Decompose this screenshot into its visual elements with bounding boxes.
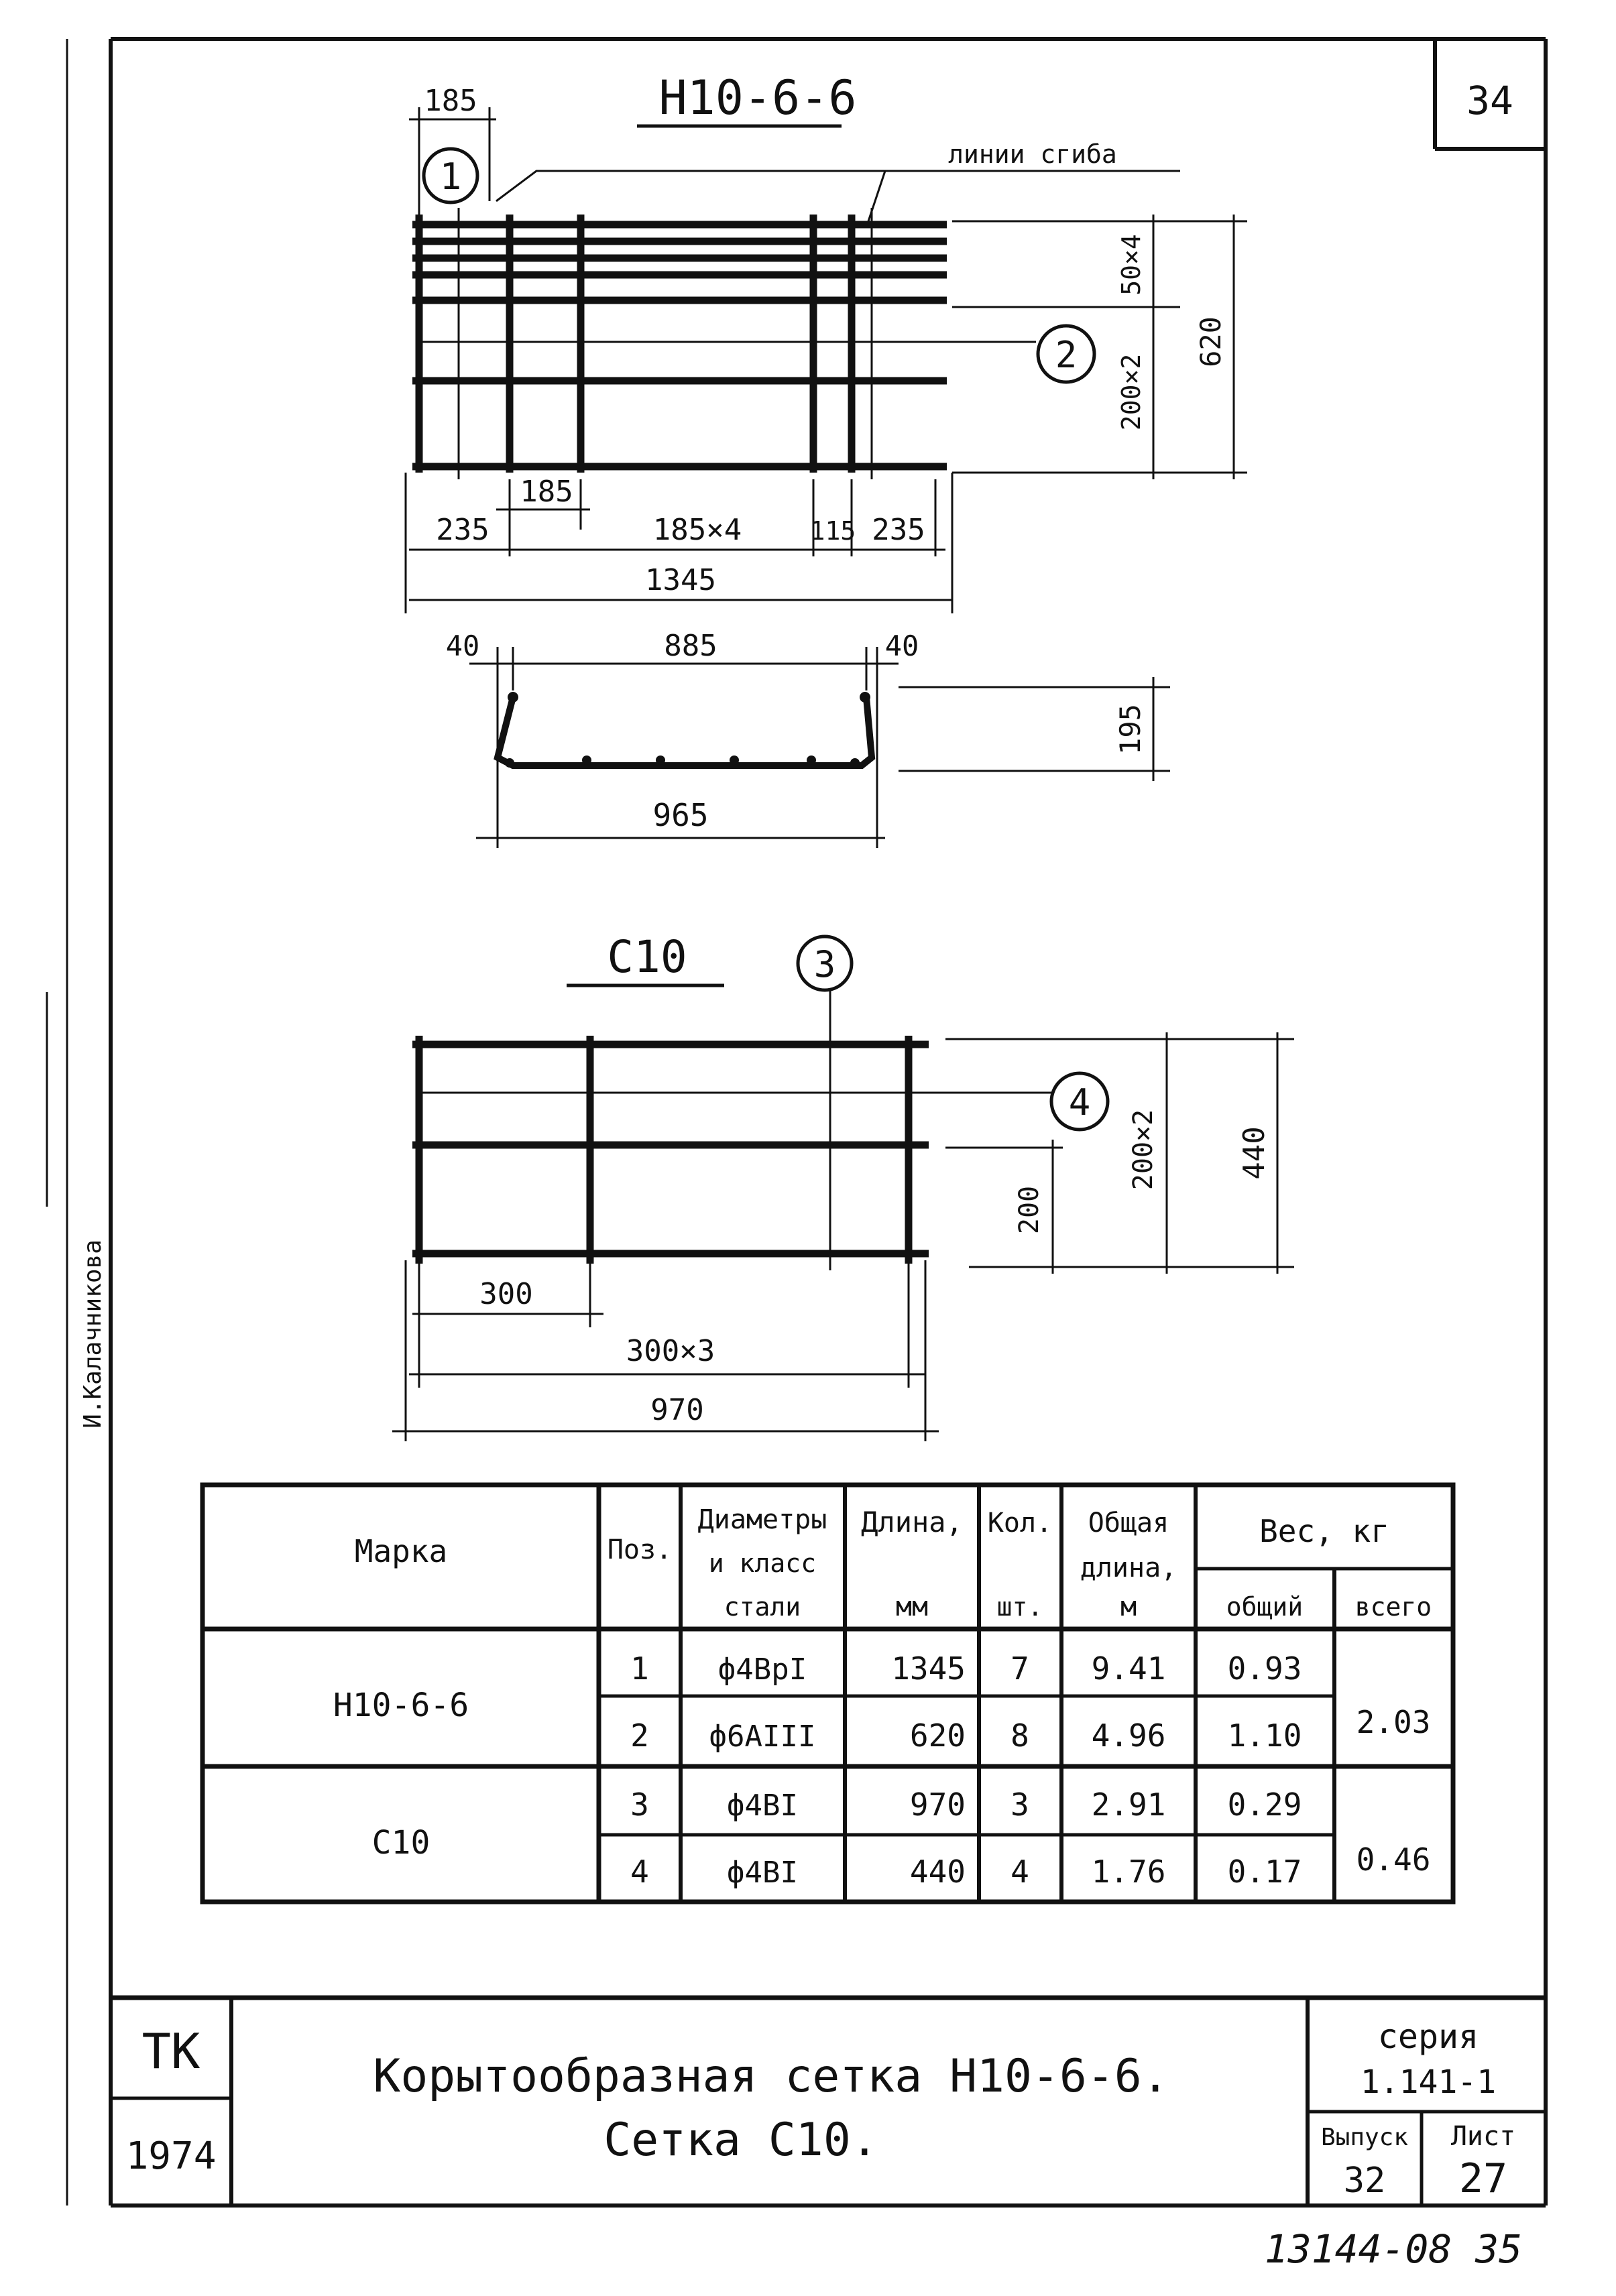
cell-tlen: 1.76 [1091, 1854, 1166, 1890]
th-diameter-3: стали [724, 1592, 801, 1622]
series-label: серия [1377, 2017, 1479, 2056]
dim-h-235-left: 235 [436, 513, 489, 547]
cell-weight: 0.17 [1227, 1854, 1302, 1890]
title-block-year: 1974 [125, 2134, 217, 2178]
callout-1: 1 [439, 156, 462, 198]
dim-h-top-185: 185 [424, 84, 477, 118]
dim-section-40-right: 40 [884, 629, 919, 662]
th-length-1: Длина, [861, 1506, 963, 1538]
dim-h-620: 620 [1194, 316, 1227, 367]
th-mark: Марка [354, 1533, 448, 1569]
cell-pos: 3 [630, 1787, 649, 1823]
drawing-h-title: Н10-6-6 [658, 70, 857, 125]
dim-c-300: 300 [479, 1277, 533, 1311]
cell-pos: 1 [630, 1650, 649, 1687]
dim-c-970: 970 [650, 1393, 704, 1427]
mesh-h-plan [412, 208, 1036, 479]
cell-weight: 0.93 [1227, 1650, 1302, 1687]
cell-total-c10: 0.46 [1356, 1841, 1431, 1878]
cell-len: 620 [909, 1717, 966, 1754]
drawing-title-line2: Сетка С10. [603, 2114, 878, 2167]
cell-tlen: 9.41 [1091, 1650, 1166, 1687]
th-weight-each: общий [1226, 1592, 1304, 1622]
cell-qty: 8 [1011, 1717, 1029, 1754]
dim-h-185-b: 185 [520, 475, 573, 509]
cell-dia: ф4ВрI [717, 1652, 807, 1687]
dim-c-300x3: 300×3 [626, 1334, 715, 1368]
dim-section [469, 647, 1170, 848]
issue-value: 32 [1343, 2161, 1386, 2201]
cell-pos: 4 [630, 1854, 649, 1890]
dim-h-total-1345: 1345 [645, 563, 716, 597]
cell-qty: 4 [1011, 1854, 1029, 1890]
cell-dia: ф4ВI [727, 1789, 798, 1823]
th-weight-all: всего [1354, 1592, 1432, 1622]
issue-label: Выпуск [1320, 2124, 1409, 2151]
table-row [630, 1787, 1302, 1823]
dim-h-185x4: 185×4 [652, 513, 742, 547]
dim-section-195: 195 [1114, 704, 1147, 755]
th-diameter-2: и класс [708, 1549, 817, 1578]
title-block-org: ТК [141, 2023, 200, 2079]
bend-line-label: линии сгиба [948, 139, 1117, 169]
cell-total-h10: 2.03 [1356, 1704, 1431, 1740]
cell-qty: 3 [1011, 1787, 1029, 1823]
callout-3: 3 [813, 943, 836, 985]
sheet-label: Лист [1450, 2121, 1516, 2152]
mesh-h-section [498, 697, 872, 766]
callout-2: 2 [1055, 334, 1078, 376]
cell-len: 1345 [891, 1650, 966, 1687]
side-stamp: И.Калачникова [79, 1240, 107, 1429]
sheet-corner-number: 34 [1466, 78, 1513, 123]
cell-mark-c10: С10 [371, 1824, 430, 1862]
dim-h-115: 115 [809, 516, 856, 546]
bottom-note: 13144-08 35 [1264, 2226, 1522, 2272]
th-qty-2: шт. [996, 1592, 1043, 1622]
cell-qty: 7 [1011, 1650, 1029, 1687]
cell-dia: ф4ВI [727, 1856, 798, 1890]
cell-tlen: 2.91 [1091, 1787, 1166, 1823]
series-value: 1.141-1 [1360, 2063, 1497, 2101]
cell-tlen: 4.96 [1091, 1717, 1166, 1754]
dim-h-200x2: 200×2 [1116, 353, 1146, 431]
cell-pos: 2 [630, 1717, 649, 1754]
dim-section-965: 965 [652, 797, 709, 833]
th-pos: Поз. [607, 1534, 673, 1565]
dim-section-40-left: 40 [445, 629, 480, 662]
table-row [630, 1717, 1302, 1754]
dim-c-440: 440 [1237, 1126, 1271, 1180]
th-weight: Вес, кг [1259, 1513, 1389, 1549]
section-bars [505, 692, 870, 768]
drawing-title-line1: Корытообразная сетка Н10-6-6. [373, 2050, 1169, 2103]
cell-weight: 0.29 [1227, 1787, 1302, 1823]
th-total-2: длина, [1080, 1553, 1177, 1583]
cell-len: 970 [909, 1787, 966, 1823]
cell-len: 440 [909, 1854, 966, 1890]
sheet-value: 27 [1458, 2155, 1508, 2202]
table-row [630, 1854, 1302, 1890]
th-total-1: Общая [1088, 1508, 1169, 1538]
bend-leader-lines [496, 171, 1180, 221]
cell-weight: 1.10 [1227, 1717, 1302, 1754]
th-qty-1: Кол. [987, 1508, 1053, 1538]
mesh-c-plan [412, 991, 1051, 1270]
dim-h-50x4: 50×4 [1116, 234, 1146, 296]
table-row [630, 1650, 1302, 1687]
th-diameter-1: Диаметры [697, 1504, 827, 1535]
th-length-2: мм [895, 1591, 929, 1622]
cell-dia: ф6АIII [709, 1719, 816, 1754]
drawing-c-title: С10 [607, 931, 687, 983]
dim-c-200x2: 200×2 [1128, 1109, 1159, 1191]
th-total-3: м [1120, 1591, 1137, 1622]
dim-h-235-right: 235 [872, 513, 925, 547]
callout-4: 4 [1068, 1081, 1091, 1124]
dim-c-200: 200 [1014, 1185, 1045, 1235]
cell-mark-h10: Н10-6-6 [333, 1687, 469, 1724]
dim-section-885: 885 [664, 629, 717, 663]
